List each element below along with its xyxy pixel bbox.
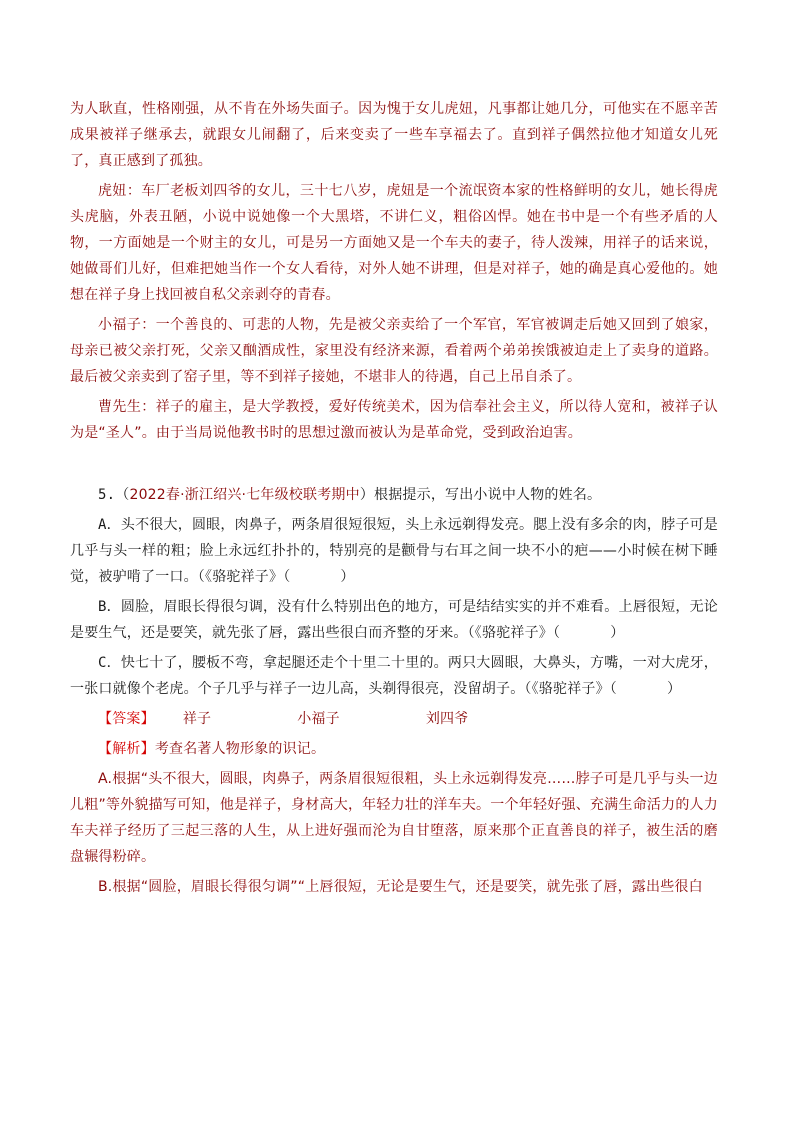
option-a-label: A． — [98, 517, 121, 533]
analysis-line — [70, 736, 718, 762]
answer-item-c: 刘四爷 — [425, 711, 469, 727]
option-c-text: 快七十了，腰板不弯，拿起腿还走个十里二十里的。两只大圆眼，大鼻头，方嘴，一对大虎牙，一张口就像个老虎。个子几乎与祥子一边儿高，头剃得很亮，没留胡子。（《骆驼祥子》（ — [70, 655, 718, 697]
answer-item-b: 小福子 — [297, 711, 340, 727]
analysis-point-b: B.根据“圆脸，眉眼长得很匀调”“上唇很短，无论是要生气，还是要笑，就先张了唇，露出些很白 — [98, 879, 703, 895]
analysis-label: 【解析】 — [98, 741, 155, 757]
source-close-paren: ） — [359, 487, 375, 503]
question-number: 5. — [98, 487, 116, 503]
option-b-label: B． — [98, 599, 121, 615]
option-b-close: ） — [610, 625, 625, 641]
analysis-summary: 考查名著人物形象的识记。 — [154, 741, 326, 757]
cao-xiansheng-description: 曹先生：祥子的雇主，是大学教授，爱好传统美术，因为信奉社会主义，所以待人宽和，被祥子认为是“圣人”。由于当局说他教书时的思想过激而被认为是革命党，受到政治迫害。 — [70, 399, 718, 441]
option-c — [70, 650, 718, 702]
answer-line — [70, 706, 718, 732]
document-page — [70, 96, 718, 900]
question-prompt: 根据提示，写出小说中人物的姓名。 — [374, 487, 602, 503]
option-a-close: ） — [340, 569, 355, 585]
option-c-close: ） — [667, 681, 682, 697]
liu-si-ye-description: 为人耿直，性格刚强，从不肯在外场失面子。因为愧于女儿虎妞，凡事都让她几分，可他实在不愿辛苦成果被祥子继承去，就跟女儿闹翻了，后来变卖了一些车享福去了。直到祥子偶然拉他才知道女儿死了，真正感到了孤独。 — [70, 101, 718, 169]
analysis-point-a: A.根据“头不很大，圆眼，肉鼻子，两条眉很短很粗，头上永远剃得发亮……脖子可是几乎与头一边儿粗”等外貌描写可知，他是祥子，身材高大，年轻力壮的洋车夫。一个年轻好强、充满生命活力的人力车夫祥子经历了三起三落的人生，从上进好强而沦为自甘堕落，原来那个正直善良的祥子，被生活的磨盘辗得粉碎。 — [70, 771, 718, 865]
option-b-text: 圆脸，眉眼长得很匀调，没有什么特别出色的地方，可是结结实实的并不难看。上唇很短，无论是要生气，还是要笑，就先张了唇，露出些很白而齐整的牙来。（《骆驼祥子》（ — [70, 599, 718, 641]
question-header — [70, 482, 718, 508]
option-a-text: 头不很大，圆眼，肉鼻子，两条眉很短很短，头上永远剃得发亮。腮上没有多余的肉，脖子可是几乎与头一样的粗；脸上永远红扑扑的，特别亮的是颧骨与右耳之间一块不小的疤——小时候在树下睡觉，被驴啃了一口。（《骆驼祥子》（ — [70, 517, 718, 585]
xiao-fuzi-description: 小福子：一个善良的、可悲的人物，先是被父亲卖给了一个军官，军官被调走后她又回到了娘家，母亲已被父亲打死，父亲又酗酒成性，家里没有经济来源，看着两个弟弟挨饿被迫走上了卖身的道路。最后被父亲卖到了窑子里，等不到祥子接她，不堪非人的待遇，自己上吊自杀了。 — [70, 317, 718, 385]
option-c-label: C． — [98, 655, 121, 671]
option-b — [70, 594, 718, 646]
source-open-paren: （ — [115, 487, 130, 503]
question-source: 2022春·浙江绍兴·七年级校联考期中 — [129, 487, 360, 503]
answer-item-a: 祥子 — [182, 711, 212, 727]
answer-label: 【答案】 — [98, 711, 155, 727]
option-a — [70, 512, 718, 590]
hu-niu-description: 虎妞：车厂老板刘四爷的女儿，三十七八岁，虎妞是一个流氓资本家的性格鲜明的女儿，她长得虎头虎脑，外表丑陋，小说中说她像一个大黑塔，不讲仁义，粗俗凶悍。她在书中是一个有些矛盾的人物，一方面她是一个财主的女儿，可是另一方面她又是一个车夫的妻子，待人泼辣，用祥子的话来说，她做哥们儿好，但难把她当作一个女人看待，对外人她不讲理，但是对祥子，她的确是真心爱他的。她想在祥子身上找回被自私父亲剥夺的青春。 — [70, 183, 718, 303]
